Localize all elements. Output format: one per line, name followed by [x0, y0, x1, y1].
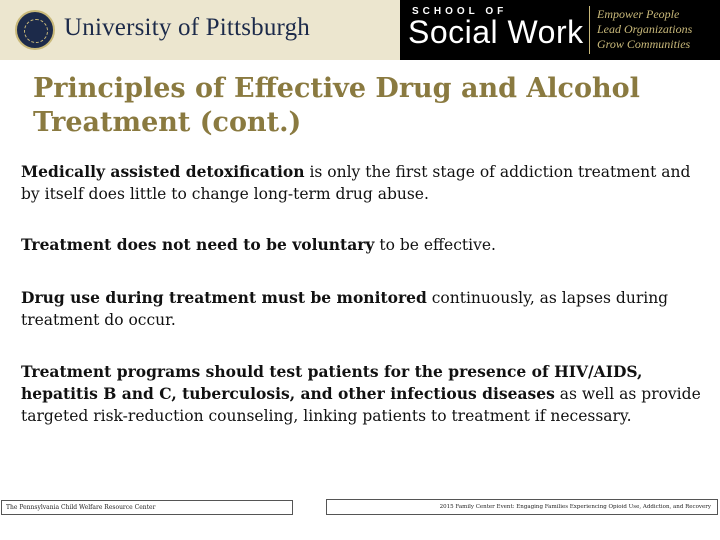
school-banner [400, 0, 720, 60]
bullet-text: is only the first stage of addiction treatment and by itself does little to change long-term drug abuse. [21, 163, 691, 203]
bullet-voluntary [21, 234, 711, 256]
bullet-text: continuously, as lapses during treatment do occur. [21, 289, 669, 329]
tagline-line-2: Lead Organizations [597, 22, 693, 36]
tagline-line-1: Empower People [597, 7, 680, 21]
bullet-bold-text: Treatment programs should test patients for the presence of HIV/AIDS, hepatitis B and C, tuberculosis, and other infectious diseases [21, 362, 643, 403]
school-of-label: SCHOOL OF [412, 6, 508, 17]
slide-title-line-2: Treatment (cont.) [33, 107, 302, 138]
header-banner [0, 0, 720, 60]
university-name: University of Pittsburgh [64, 14, 311, 41]
footer-organization: The Pennsylvania Child Welfare Resource Center [1, 500, 293, 515]
slide-title-line-1: Principles of Effective Drug and Alcohol [33, 73, 640, 104]
bullet-text: to be effective. [374, 236, 496, 254]
university-banner [0, 0, 400, 60]
bullet-bold-text: Drug use during treatment must be monitored [21, 288, 427, 307]
footer-event: 2015 Family Center Event: Engaging Families Experiencing Opioid Use, Addiction, and Recovery [326, 499, 718, 515]
school-name: Social Work [408, 14, 584, 50]
bullet-bold-text: Medically assisted detoxification [21, 162, 305, 181]
bullet-detoxification [21, 161, 711, 205]
university-seal-icon [15, 10, 55, 50]
banner-divider [589, 6, 590, 54]
slide-title [33, 72, 673, 140]
tagline-line-3: Grow Communities [597, 37, 691, 51]
bullet-monitoring [21, 287, 711, 331]
school-tagline [597, 7, 692, 52]
bullet-text: as well as provide targeted risk-reduction counseling, linking patients to treatment if necessary. [21, 385, 701, 425]
bullet-bold-text: Treatment does not need to be voluntary [21, 235, 375, 254]
bullet-testing [21, 361, 711, 427]
